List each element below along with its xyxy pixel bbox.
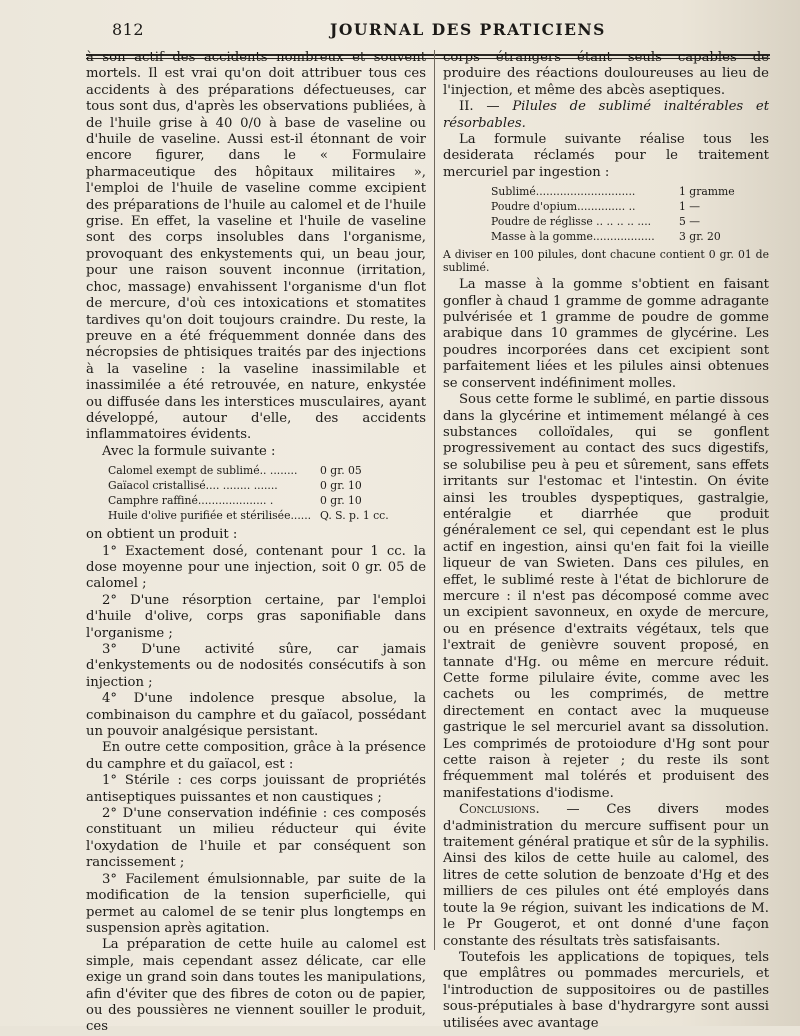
formula-ingredient: Gaïacol cristallisé.... ........ ....... (108, 479, 278, 493)
running-title: JOURNAL DES PRATICIENS (330, 20, 606, 39)
conclusions-text: — Ces divers modes d'administration du mercure suffisent pour un traitement général pratique et sûr de la syphilis. Ainsi des kilos de cette huile au calomel, des litres de cette solution de benzoate d'Hg et des milliers de ces pilules ont été employés dans toute la 9e région, suivant les indications de M. le Pr Gougerot, et ont donné d'une façon constante des résultats très satisfaisants. (443, 802, 769, 949)
right-column (443, 50, 769, 1032)
column-divider (434, 50, 435, 950)
formula-ingredient: Camphre raffiné.................... . (108, 494, 274, 508)
formula-note: A diviser en 100 pilules, dont chacune contient 0 gr. 01 de sublimé. (443, 248, 769, 275)
paragraph: à son actif des accidents nombreux et souvent mortels. Il est vrai qu'on doit attribuer tous ces accidents à des préparations défectueuses, car tous sont dus, d'après les observations publiées, à de l'huile grise à 40 0/0 à base de vaseline ou d'huile de vaseline. Aussi est-il étonnant de voir encore figurer, dans le « Formulaire pharmaceutique des hôpitaux militaires », l'emploi de l'huile de vaseline comme excipient des préparations de l'huile au calomel et de l'huile grise. En effet, la vaseline et l'huile de vaseline sont des corps insolubles dans l'organisme, provoquant des enkystements qui, un beau jour, pour une raison souvent inconnue (irritation, choc, massage) envahissent l'organisme d'un flot de mercure, d'où ces intoxications et stomatites tardives qu'on doit toujours craindre. Du reste, la preuve en a été fréquemment donnée dans des nécropsies de phtisiques traités par des injections à la vaseline : la vaseline inassimilable et inassimilée a été retrouvée, en nature, enkystée ou diffusée dans les interstices musculaires, ayant développé, autour d'elle, des accidents inflammatoires évidents. (86, 50, 426, 443)
formula-ingredient: Masse à la gomme.................. (491, 230, 655, 244)
formula-ingredient: Calomel exempt de sublimé.. ........ (108, 464, 298, 478)
formula-row (86, 478, 426, 493)
section-heading (443, 99, 769, 132)
formula-row (443, 184, 769, 199)
paragraph: Sous cette forme le sublimé, en partie dissous dans la glycérine et intimement mélangé à ces substances colloïdales, qui se gonflent progressivement au contact des sucs digestifs, se solubilise peu à peu et sûrement, sans effets irritants sur l'estomac et l'intestin. On évite ainsi les troubles dyspeptiques, gastralgie, entéralgie et diarrhée que produit généralement ce sel, qui cependant est le plus actif en ingestion, ainsi qu'en fait foi la vieille liqueur de van Swieten. Dans ces pilules, en effet, le sublimé reste à l'état de bichlorure de mercure : il n'est pas décomposé comme avec un excipient savonneux, en oxyde de mercure, ou en présence d'extraits végétaux, tels que l'extrait de genièvre souvent proposé, en tannate d'Hg. ou même en mercure réduit. Cette forme pilulaire évite, comme avec les cachets ou les comprimés, de mettre directement en contact avec la muqueuse gastrique le sel mercuriel avant sa dissolution. Les comprimés de protoiodure d'Hg sont pour cette raison à rejeter ; du reste ils sont fréquemment mal tolérés et produisent des manifestations d'iodisme. (443, 392, 769, 801)
formula-quantity: Q. S. p. 1 cc. (320, 509, 389, 523)
formula-sublime (443, 184, 769, 244)
left-column (86, 50, 426, 1036)
formula-quantity: 1 — (679, 200, 701, 214)
paragraph: En outre cette composition, grâce à la présence du camphre et du gaïacol, est : (86, 740, 426, 772)
paragraph: 2° D'une conservation indéfinie : ces composés constituant un milieu réducteur qui évite l'oxydation de l'huile et par conséquent son rancissement ; (86, 806, 426, 871)
formula-ingredient: Huile d'olive purifiée et stérilisée...... (108, 509, 312, 523)
paragraph: La préparation de cette huile au calomel est simple, mais cependant assez délicate, car elle exige un grand soin dans toutes les manipulations, afin d'éviter que des fibres de coton ou de papier, ou des poussières ne viennent souiller le produit, ces (86, 937, 426, 1035)
formula-quantity: 0 gr. 05 (320, 464, 362, 478)
paragraph: Avec la formule suivante : (102, 443, 276, 459)
formula-row (86, 508, 426, 523)
formula-row (443, 199, 769, 214)
section-number: II. — (459, 99, 500, 115)
paragraph: Toutefois les applications de topiques, tels que emplâtres ou pommades mercuriels, et l'introduction de suppositoires ou de pastilles sous-préputiales à base d'hydrargyre sont aussi utilisées avec avantage (443, 949, 769, 1031)
paragraph: 3° D'une activité sûre, car jamais d'enkystements ou de nodosités consécutifs à son injection ; (86, 642, 426, 690)
formula-quantity: 3 gr. 20 (679, 230, 721, 244)
paragraph: on obtient un produit : (86, 527, 238, 543)
formula-quantity: 0 gr. 10 (320, 494, 362, 508)
paragraph: corps étrangers étant seuls capables de produire des réactions douloureuses au lieu de l'injection, et même des abcès aseptiques. (443, 50, 769, 98)
formula-row (86, 463, 426, 478)
formula-row (443, 229, 769, 244)
section-title: Pilules de sublimé inaltérables et résorbables. (443, 99, 769, 131)
formula-ingredient: Poudre de réglisse .. .. .. .. .... (491, 215, 652, 229)
paragraph: La masse à la gomme s'obtient en faisant gonfler à chaud 1 gramme de gomme adragante pulvérisée et 1 gramme de poudre de gomme arabique dans 10 grammes de glycérine. Les poudres incorporées dans cet excipient sont parfaitement liées et les pilules ainsi obtenues se conservent indéfiniment molles. (443, 277, 769, 391)
paragraph: 1° Exactement dosé, contenant pour 1 cc. la dose moyenne pour une injection, soit 0 gr. 05 de calomel ; (86, 543, 426, 592)
page-number: 812 (112, 20, 145, 39)
conclusions-paragraph (443, 802, 769, 950)
formula-quantity: 1 gramme (679, 185, 735, 199)
paragraph: 1° Stérile : ces corps jouissant de propriétés antiseptiques puissantes et non caustiques ; (86, 773, 426, 805)
paragraph: La formule suivante réalise tous les desiderata réclamés pour le traitement mercuriel par ingestion : (443, 132, 769, 180)
page-header (0, 14, 800, 44)
formula-ingredient: Sublimé............................. (491, 185, 636, 199)
conclusions-label: Conclusions. (459, 802, 540, 818)
formula-quantity: 0 gr. 10 (320, 479, 362, 493)
paragraph: 4° D'une indolence presque absolue, la combinaison du camphre et du gaïacol, possédant un pouvoir analgésique persistant. (86, 691, 426, 740)
paragraph: 3° Facilement émulsionnable, par suite de la modification de la tension superficielle, qui permet au calomel de se tenir plus longtemps en suspension après agitation. (86, 871, 426, 936)
paragraph: 2° D'une résorption certaine, par l'emploi d'huile d'olive, corps gras saponifiable dans l'organisme ; (86, 592, 426, 641)
formula-ingredient: Poudre d'opium.............. .. (491, 200, 636, 214)
formula-row (86, 493, 426, 508)
formula-row (443, 214, 769, 229)
formula-calomel (86, 463, 426, 523)
formula-quantity: 5 — (679, 215, 701, 229)
